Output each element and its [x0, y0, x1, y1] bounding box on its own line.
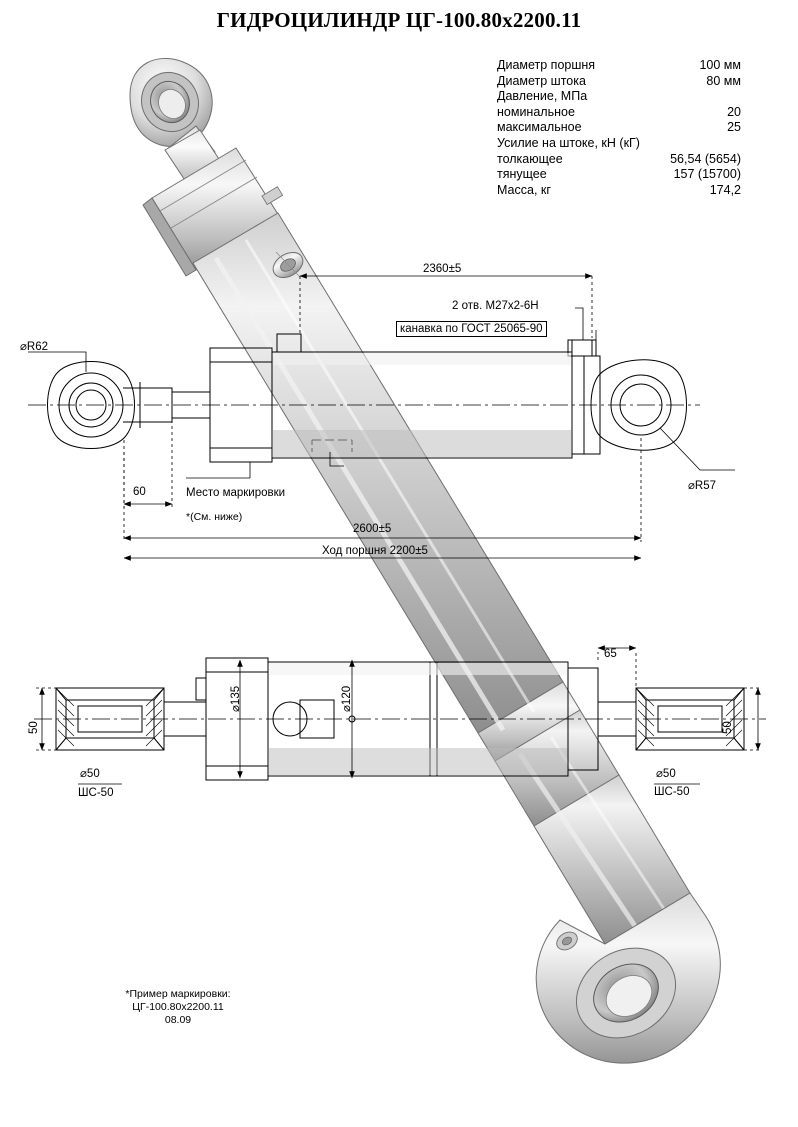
spec-value: 100 мм [699, 58, 741, 72]
page-title: ГИДРОЦИЛИНДР ЦГ-100.80x2200.11 [216, 8, 582, 32]
spec-value: 56,54 (5654) [670, 151, 741, 166]
marking-example-line3: 08.09 [164, 1014, 192, 1026]
spec-key: Диаметр штока [497, 73, 586, 88]
spec-key: максимальное [497, 120, 582, 135]
spec-value: 157 (15700) [673, 167, 741, 182]
label-marking-reference: *(См. ниже) [186, 511, 243, 523]
dim-barrel-outer-diameter: ⌀135 [230, 685, 242, 712]
spec-key: Усилие на штоке, кН (кГ) [497, 135, 640, 150]
dim-right-offset: 65 [604, 648, 617, 660]
cylinder-barrel-3d [193, 213, 563, 733]
marking-example-line1: *Пример маркировки: [125, 988, 231, 1000]
dim-barrel-inner-diameter: ⌀120 [341, 685, 353, 712]
spec-value: 174,2 [709, 182, 741, 197]
dim-overall-length: 2600±5 [353, 523, 392, 535]
note-groove-standard: канавка по ГОСТ 25065-90 [396, 321, 547, 337]
spec-value: 80 мм [706, 73, 741, 88]
dim-right-bore: ⌀50 [656, 768, 676, 780]
label-marking-place: Место маркировки [186, 487, 286, 499]
spec-key: Давление, МПа [497, 89, 588, 104]
note-threaded-holes: 2 отв. М27х2-6Н [452, 300, 539, 312]
spec-key: номинальное [497, 104, 575, 119]
spec-key: Диаметр поршня [497, 58, 596, 72]
dim-piston-stroke: Ход поршня 2200±5 [322, 545, 428, 557]
spec-key: тянущее [497, 167, 547, 182]
dim-right-width: 50 [722, 721, 734, 734]
dim-left-eye-radius: ⌀R62 [20, 341, 49, 353]
cylinder-3d-view [130, 58, 720, 1063]
label-left-bearing: ШС-50 [78, 787, 114, 799]
dim-right-eye-radius: ⌀R57 [688, 480, 717, 492]
spec-value: 25 [727, 120, 741, 135]
dim-stroke-top: 2360±5 [423, 263, 462, 275]
marking-example-block [88, 988, 268, 1027]
spec-value: 20 [727, 104, 741, 119]
label-right-bearing: ШС-50 [654, 786, 690, 798]
dim-left-width: 50 [28, 721, 40, 734]
spec-key: толкающее [497, 151, 563, 166]
spec-key: Масса, кг [497, 182, 551, 197]
dim-left-bore: ⌀50 [80, 768, 100, 780]
marking-example-line2: ЦГ-100.80х2200.11 [132, 1001, 224, 1013]
dim-left-offset: 60 [133, 486, 146, 498]
